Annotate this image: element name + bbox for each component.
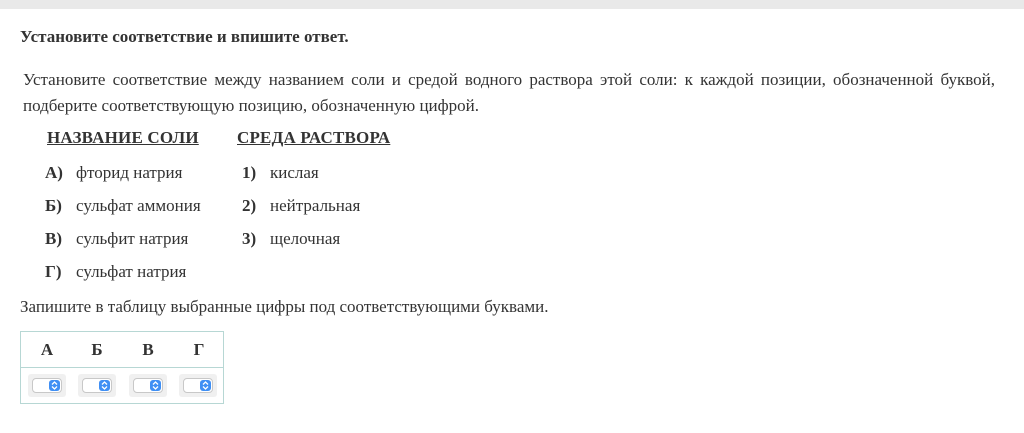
select-arrows-icon xyxy=(99,380,110,391)
top-bar xyxy=(0,0,1024,9)
medium-number: 1) xyxy=(242,163,257,182)
salt-item-b xyxy=(45,196,201,216)
medium-item-2 xyxy=(242,196,360,216)
select-arrows-icon xyxy=(49,380,60,391)
salt-letter: Б) xyxy=(45,196,62,215)
salt-column-header: НАЗВАНИЕ СОЛИ xyxy=(47,128,199,147)
select-arrows-icon xyxy=(150,380,161,391)
salt-letter: В) xyxy=(45,229,62,248)
medium-name: кислая xyxy=(270,163,319,182)
answer-instruction: Запишите в таблицу выбранные цифры под соответствующими буквами. xyxy=(20,297,549,316)
answer-select-b[interactable] xyxy=(78,374,116,397)
medium-item-1 xyxy=(242,163,319,183)
question-text: Установите соответствие между названием соли и средой водного раствора этой соли: к каждой позиции, обозначенной буквой, подберите соответствующую позицию, обозначенную цифрой. xyxy=(23,70,995,115)
answer-header-g: Г xyxy=(193,340,205,359)
medium-number: 2) xyxy=(242,196,257,215)
salt-item-v xyxy=(45,229,188,249)
medium-column-header: СРЕДА РАСТВОРА xyxy=(237,128,391,147)
salt-letter: А) xyxy=(45,163,63,182)
salt-name: сульфит натрия xyxy=(76,229,189,248)
answer-header-row xyxy=(21,332,223,368)
salt-name: сульфат аммония xyxy=(76,196,201,215)
answer-header-a: А xyxy=(40,340,54,359)
answer-select-g[interactable] xyxy=(179,374,217,397)
select-field[interactable] xyxy=(133,378,163,393)
salt-name: фторид натрия xyxy=(76,163,183,182)
select-arrows-icon xyxy=(200,380,211,391)
medium-number: 3) xyxy=(242,229,257,248)
medium-name: нейтральная xyxy=(270,196,361,215)
salt-letter: Г) xyxy=(45,262,62,281)
select-field[interactable] xyxy=(183,378,213,393)
answer-select-v[interactable] xyxy=(129,374,167,397)
task-title: Установите соответствие и впишите ответ. xyxy=(20,27,349,46)
salt-name: сульфат натрия xyxy=(76,262,187,281)
answer-header-v: В xyxy=(142,340,154,359)
answer-select-a[interactable] xyxy=(28,374,66,397)
salt-item-g xyxy=(45,262,186,282)
answer-table xyxy=(20,331,224,404)
select-field[interactable] xyxy=(82,378,112,393)
salt-item-a xyxy=(45,163,182,183)
medium-name: щелочная xyxy=(270,229,341,248)
answer-header-b: Б xyxy=(91,340,103,359)
select-field[interactable] xyxy=(32,378,62,393)
medium-item-3 xyxy=(242,229,340,249)
